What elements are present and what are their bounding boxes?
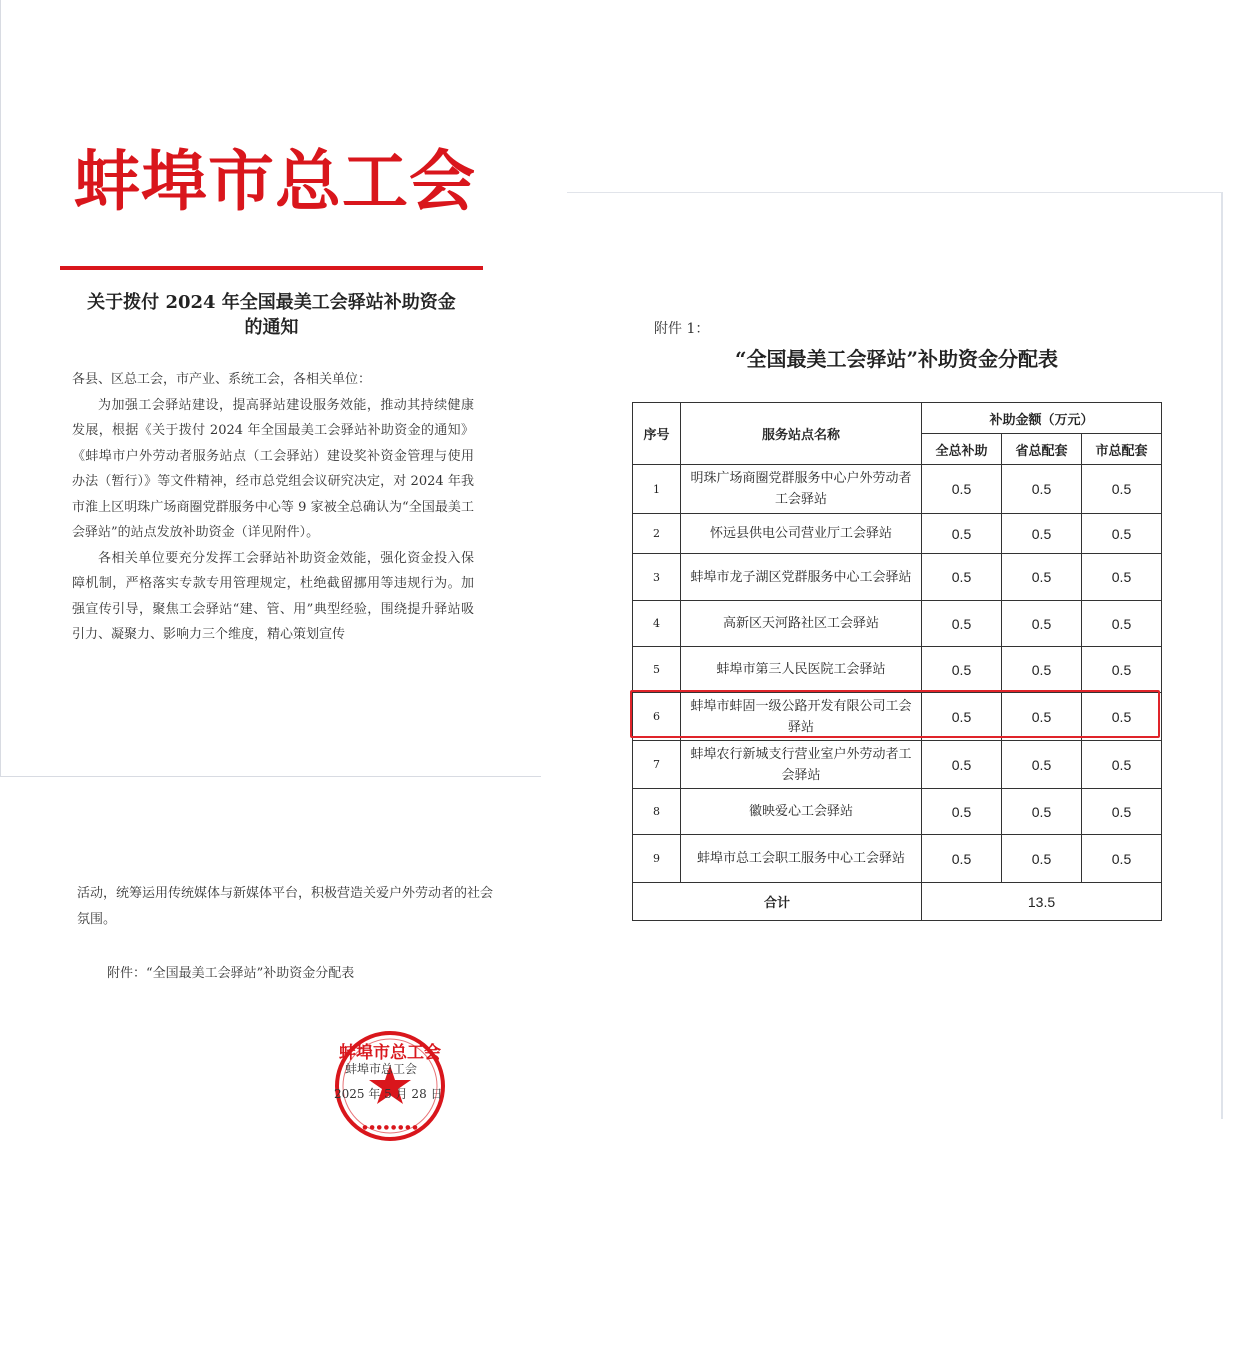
row-provincial: 0.5 (1002, 514, 1082, 554)
table-row (633, 647, 1162, 693)
notice-title-line-2: 的通知 (244, 317, 299, 338)
row-national: 0.5 (922, 789, 1002, 835)
row-provincial: 0.5 (1002, 601, 1082, 647)
notice-paragraph-1: 为加强工会驿站建设，提高驿站建设服务效能，推动其持续健康发展，根据《关于拨付 2024 年全国最美工会驿站补助资金的通知》《蚌埠市户外劳动者服务站点（工会驿站）建设奖补资金管理与使用办法（暂行）》等文件精神，经市总党组会议研究决定，对 2024 年我市淮上区明珠广场商圈党群服务中心等 9 家被全总确认为“全国最美工会驿站”的站点发放补助资金（详见附件）。 (72, 397, 474, 540)
row-index: 9 (633, 835, 681, 883)
row-index: 6 (633, 693, 681, 741)
table-row (633, 789, 1162, 835)
row-city: 0.5 (1082, 647, 1162, 693)
row-6-highlight-box (630, 690, 1160, 738)
row-national: 0.5 (922, 514, 1002, 554)
row-station-name: 明珠广场商圈党群服务中心户外劳动者工会驿站 (681, 465, 922, 514)
row-provincial: 0.5 (1002, 554, 1082, 601)
table-row (633, 554, 1162, 601)
table-row (633, 741, 1162, 789)
header-station-name: 服务站点名称 (681, 403, 922, 465)
row-index: 8 (633, 789, 681, 835)
row-national: 0.5 (922, 741, 1002, 789)
row-index: 3 (633, 554, 681, 601)
notice-page-2 (0, 777, 540, 1368)
row-city: 0.5 (1082, 693, 1162, 741)
row-city: 0.5 (1082, 601, 1162, 647)
notice-body (72, 367, 474, 648)
attachment-note: 附件：“全国最美工会驿站”补助资金分配表 (107, 966, 355, 981)
row-index: 5 (633, 647, 681, 693)
row-provincial: 0.5 (1002, 465, 1082, 514)
row-station-name: 蚌埠市龙子湖区党群服务中心工会驿站 (681, 554, 922, 601)
row-city: 0.5 (1082, 514, 1162, 554)
row-station-name: 蚌埠市总工会职工服务中心工会驿站 (681, 835, 922, 883)
row-provincial: 0.5 (1002, 835, 1082, 883)
notice-title (60, 290, 483, 340)
table-row (633, 835, 1162, 883)
row-national: 0.5 (922, 465, 1002, 514)
row-index: 2 (633, 514, 681, 554)
header-national-subsidy: 全总补助 (922, 434, 1002, 465)
total-label: 合计 (633, 883, 922, 921)
row-station-name: 徽映爱心工会驿站 (681, 789, 922, 835)
total-value: 13.5 (922, 883, 1162, 921)
table-row (633, 465, 1162, 514)
row-station-name: 蚌埠市蚌固一级公路开发有限公司工会驿站 (681, 693, 922, 741)
row-city: 0.5 (1082, 789, 1162, 835)
header-provincial-match: 省总配套 (1002, 434, 1082, 465)
svg-text:蚌埠市总工会: 蚌埠市总工会 (339, 1043, 441, 1063)
letterhead-red-rule (60, 266, 483, 270)
letterhead-title: 蚌埠市总工会 (74, 142, 476, 220)
notice-paragraph-2: 各相关单位要充分发挥工会驿站补助资金效能，强化资金投入保障机制，严格落实专款专用管理规定，杜绝截留挪用等违规行为。加强宣传引导，聚焦工会驿站“建、管、用”典型经验，围绕提升驿站吸引力、凝聚力、影响力三个维度，精心策划宣传 (72, 550, 474, 642)
notice-salutation: 各县、区总工会，市产业、系统工会，各相关单位： (72, 372, 372, 387)
row-national: 0.5 (922, 554, 1002, 601)
svg-text:● ● ● ● ● ● ● ●: ● ● ● ● ● ● ● ● (362, 1124, 418, 1131)
row-national: 0.5 (922, 835, 1002, 883)
row-national: 0.5 (922, 693, 1002, 741)
signature-date: 2025 年 5 月 28 日 (334, 1087, 443, 1101)
table-row (633, 601, 1162, 647)
row-station-name: 怀远县供电公司营业厅工会驿站 (681, 514, 922, 554)
row-city: 0.5 (1082, 554, 1162, 601)
row-provincial: 0.5 (1002, 693, 1082, 741)
table-row (633, 514, 1162, 554)
notice-paragraph-2-continued: 活动，统筹运用传统媒体与新媒体平台，积极营造关爱户外劳动者的社会氛围。 (77, 886, 494, 927)
row-station-name: 蚌埠市第三人民医院工会驿站 (681, 647, 922, 693)
annex-label: 附件 1： (654, 321, 710, 337)
row-city: 0.5 (1082, 741, 1162, 789)
row-city: 0.5 (1082, 465, 1162, 514)
row-national: 0.5 (922, 647, 1002, 693)
row-provincial: 0.5 (1002, 789, 1082, 835)
row-index: 4 (633, 601, 681, 647)
allocation-table (632, 402, 1162, 921)
table-total-row (633, 883, 1162, 921)
row-station-name: 高新区天河路社区工会驿站 (681, 601, 922, 647)
row-index: 7 (633, 741, 681, 789)
row-index: 1 (633, 465, 681, 514)
row-station-name: 蚌埠农行新城支行营业室户外劳动者工会驿站 (681, 741, 922, 789)
row-national: 0.5 (922, 601, 1002, 647)
notice-title-line-1: 关于拨付 2024 年全国最美工会驿站补助资金 (87, 292, 456, 313)
row-city: 0.5 (1082, 835, 1162, 883)
signature-organization: 蚌埠市总工会 (345, 1062, 418, 1076)
row-provincial: 0.5 (1002, 741, 1082, 789)
header-city-match: 市总配套 (1082, 434, 1162, 465)
row-provincial: 0.5 (1002, 647, 1082, 693)
header-index: 序号 (633, 403, 681, 465)
header-amount: 补助金额（万元） (922, 403, 1162, 434)
annex-title: “全国最美工会驿站”补助资金分配表 (734, 347, 1058, 371)
